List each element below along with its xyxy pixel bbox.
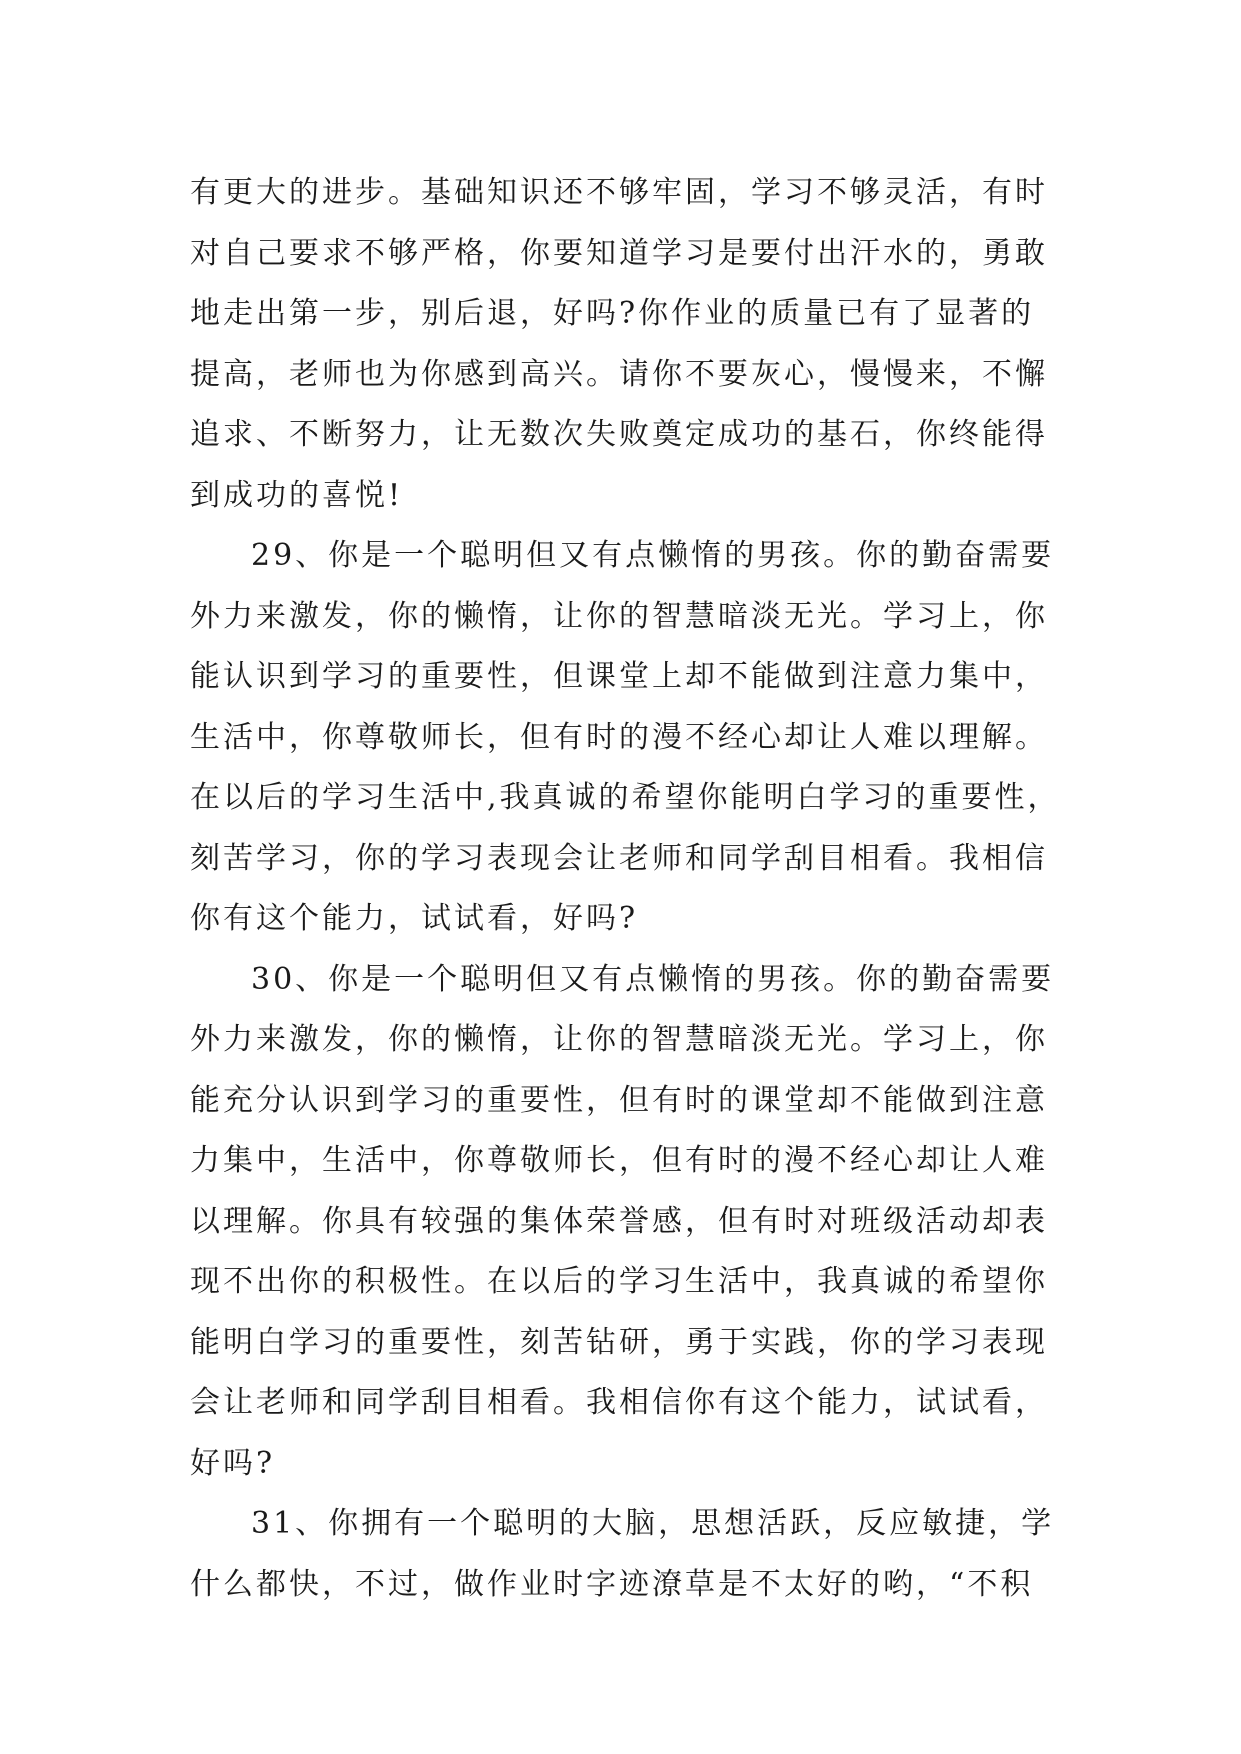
text-line: 力集中，生活中，你尊敬师长，但有时的漫不经心却让人难 [190, 1143, 1048, 1178]
text-line: 什么都快，不过，做作业时字迹潦草是不太好的哟，“不积 [190, 1566, 1034, 1602]
text-line: 以理解。你具有较强的集体荣誉感，但有时对班级活动却表 [190, 1203, 1048, 1239]
text-line: 能认识到学习的重要性，但课堂上却不能做到注意力集中， [190, 659, 1048, 694]
text-line: 刻苦学习，你的学习表现会让老师和同学刮目相看。我相信 [190, 840, 1048, 876]
text-line: 提高，老师也为你感到高兴。请你不要灰心，慢慢来，不懈 [190, 356, 1048, 392]
text-line: 能明白学习的重要性，刻苦钻研，勇于实践，你的学习表现 [190, 1324, 1048, 1360]
text-line: 29、你是一个聪明但又有点懒惰的男孩。你的勤奋需要 [251, 538, 1055, 573]
text-line: 有更大的进步。基础知识还不够牢固，学习不够灵活，有时 [190, 175, 1048, 210]
text-line: 到成功的喜悦! [190, 477, 404, 513]
text-line: 你有这个能力，试试看，好吗? [190, 901, 639, 936]
text-line: 会让老师和同学刮目相看。我相信你有这个能力，试试看， [190, 1385, 1048, 1420]
text-line: 地走出第一步，别后退，好吗?你作业的质量已有了显著的 [190, 296, 1035, 331]
text-line: 能充分认识到学习的重要性，但有时的课堂却不能做到注意 [190, 1082, 1048, 1118]
text-line: 对自己要求不够严格，你要知道学习是要付出汗水的，勇敢 [190, 235, 1048, 271]
text-line: 在以后的学习生活中,我真诚的希望你能明白学习的重要性， [190, 780, 1061, 815]
text-line: 外力来激发，你的懒惰，让你的智慧暗淡无光。学习上，你 [190, 598, 1048, 634]
text-line: 31、你拥有一个聪明的大脑，思想活跃，反应敏捷，学 [251, 1506, 1055, 1541]
text-line: 追求、不断努力，让无数次失败奠定成功的基石，你终能得 [190, 417, 1048, 452]
text-line: 现不出你的积极性。在以后的学习生活中，我真诚的希望你 [190, 1264, 1048, 1299]
text-line: 30、你是一个聪明但又有点懒惰的男孩。你的勤奋需要 [251, 961, 1055, 997]
text-line: 好吗? [190, 1445, 276, 1481]
document-body [190, 163, 1061, 1615]
paragraph-29 [190, 526, 1061, 950]
paragraph-continuation [190, 163, 1052, 526]
paragraph-31 [190, 1494, 1055, 1615]
text-line: 外力来激发，你的懒惰，让你的智慧暗淡无光。学习上，你 [190, 1022, 1048, 1057]
paragraph-30 [190, 950, 1055, 1495]
text-line: 生活中，你尊敬师长，但有时的漫不经心却让人难以理解。 [190, 719, 1048, 755]
